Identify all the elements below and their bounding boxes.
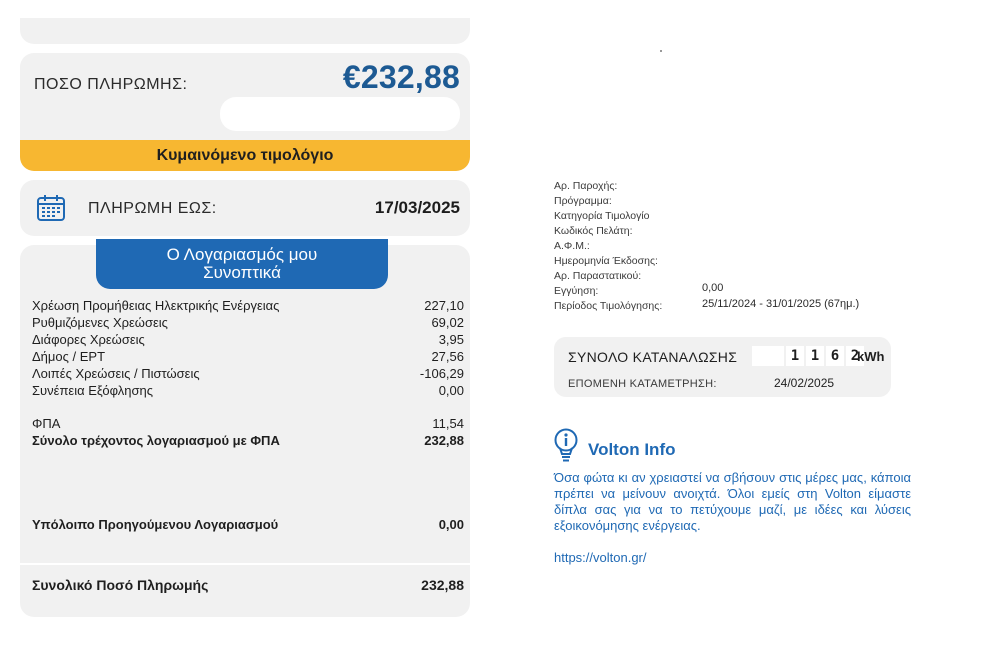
row-value: 3,95	[438, 332, 464, 347]
due-date-card	[20, 180, 470, 236]
next-reading-label: ΕΠΟΜΕΝΗ ΚΑΤΑΜΕΤΡΗΣΗ:	[568, 378, 717, 390]
tariff-category-label: Κατηγορία Τιμολογίο	[554, 210, 650, 222]
row-label: Χρέωση Προμήθειας Ηλεκτρικής Ενέργειας	[32, 298, 280, 313]
divider	[20, 563, 470, 565]
volton-website-link[interactable]: https://volton.gr/	[554, 550, 647, 565]
row-value: 232,88	[424, 433, 464, 448]
row-label: Σύνολο τρέχοντος λογαριασμού με ΦΠΑ	[32, 433, 280, 448]
row-label: Συνέπεια Εξόφλησης	[32, 383, 154, 398]
tariff-banner: Κυμαινόμενο τιμολόγιο	[20, 140, 470, 171]
row-label: Δήμος / ΕΡΤ	[32, 349, 106, 364]
next-reading-value: 24/02/2025	[774, 376, 835, 390]
redacted-area	[220, 97, 460, 131]
row-label: Υπόλοιπο Προηγούμενου Λογαριασμού	[32, 517, 279, 532]
row-label: Ρυθμιζόμενες Χρεώσεις	[32, 315, 168, 330]
summary-row-subtotal	[32, 433, 464, 448]
row-value: 227,10	[424, 298, 464, 313]
volton-info-title: Volton Info	[588, 440, 676, 459]
guarantee-value: 0,00	[702, 282, 724, 294]
stray-mark	[660, 50, 662, 52]
summary-row	[32, 366, 464, 381]
document-number-label: Αρ. Παραστατικού:	[554, 270, 642, 282]
meter-digit: 2	[846, 346, 864, 366]
summary-row	[32, 298, 464, 313]
lightbulb-info-icon	[553, 428, 579, 464]
due-date-value: 17/03/2025	[374, 198, 460, 217]
customer-code-label: Κωδικός Πελάτη:	[554, 225, 633, 237]
meter-blank-cell	[752, 346, 784, 366]
guarantee-label: Εγγύηση:	[554, 285, 599, 297]
row-value: 0,00	[438, 383, 464, 398]
volton-info-body: Όσα φώτα κι αν χρειαστεί να σβήσουν στις μέρες μας, κάποια πρέπει να μείνουν ανοιχτά. Όλοι εμείς στη Volton είμαστε δίπλα σας για να το πετύχουμε μαζί, με ιδέες και λύσεις εξοικονόμησης ενέργειας.	[554, 470, 911, 533]
summary-title-line2: Συνοπτικά	[203, 263, 281, 282]
row-value: 0,00	[438, 517, 464, 532]
amount-label: ΠΟΣΟ ΠΛΗΡΩΜΗΣ:	[34, 76, 188, 93]
summary-row	[32, 315, 464, 330]
row-value: 11,54	[432, 416, 464, 431]
row-label: Συνολικό Ποσό Πληρωμής	[32, 577, 209, 593]
meter-digit: 6	[826, 346, 844, 366]
issue-date-label: Ημερομηνία Έκδοσης:	[554, 255, 658, 267]
consumption-label: ΣΥΝΟΛΟ ΚΑΤΑΝΑΛΩΣΗΣ	[568, 349, 738, 365]
calendar-icon	[36, 194, 66, 222]
payment-amount-card	[20, 53, 470, 171]
row-value: 232,88	[421, 577, 464, 593]
account-summary-card	[20, 245, 470, 617]
row-label: ΦΠΑ	[32, 416, 61, 431]
consumption-meter-digits	[752, 346, 866, 366]
summary-row-total	[32, 577, 464, 593]
row-value: 27,56	[431, 349, 464, 364]
supply-number-label: Αρ. Παροχής:	[554, 180, 618, 192]
amount-value: €232,88	[342, 59, 460, 95]
program-label: Πρόγραμμα:	[554, 195, 612, 207]
billing-period-value: 25/11/2024 - 31/01/2025 (67ημ.)	[702, 298, 860, 310]
row-value: 69,02	[431, 315, 464, 330]
consumption-unit: kWh	[857, 349, 885, 364]
summary-row	[32, 332, 464, 347]
billing-period-label: Περίοδος Τιμολόγησης:	[554, 300, 663, 312]
summary-row	[32, 416, 464, 431]
meter-digit: 1	[786, 346, 804, 366]
afm-label: Α.Φ.Μ.:	[554, 240, 590, 252]
summary-title	[96, 239, 388, 289]
summary-row	[32, 383, 464, 398]
meter-digit: 1	[806, 346, 824, 366]
row-value: -106,29	[419, 366, 464, 381]
summary-title-line1: Ο Λογαριασμός μου	[166, 245, 318, 264]
due-date-label: ΠΛΗΡΩΜΗ ΕΩΣ:	[88, 200, 217, 217]
summary-row	[32, 349, 464, 364]
row-label: Διάφορες Χρεώσεις	[32, 332, 145, 347]
summary-row-previous-balance	[32, 517, 464, 532]
row-label: Λοιπές Χρεώσεις / Πιστώσεις	[32, 366, 200, 381]
top-card-stub	[20, 18, 470, 44]
